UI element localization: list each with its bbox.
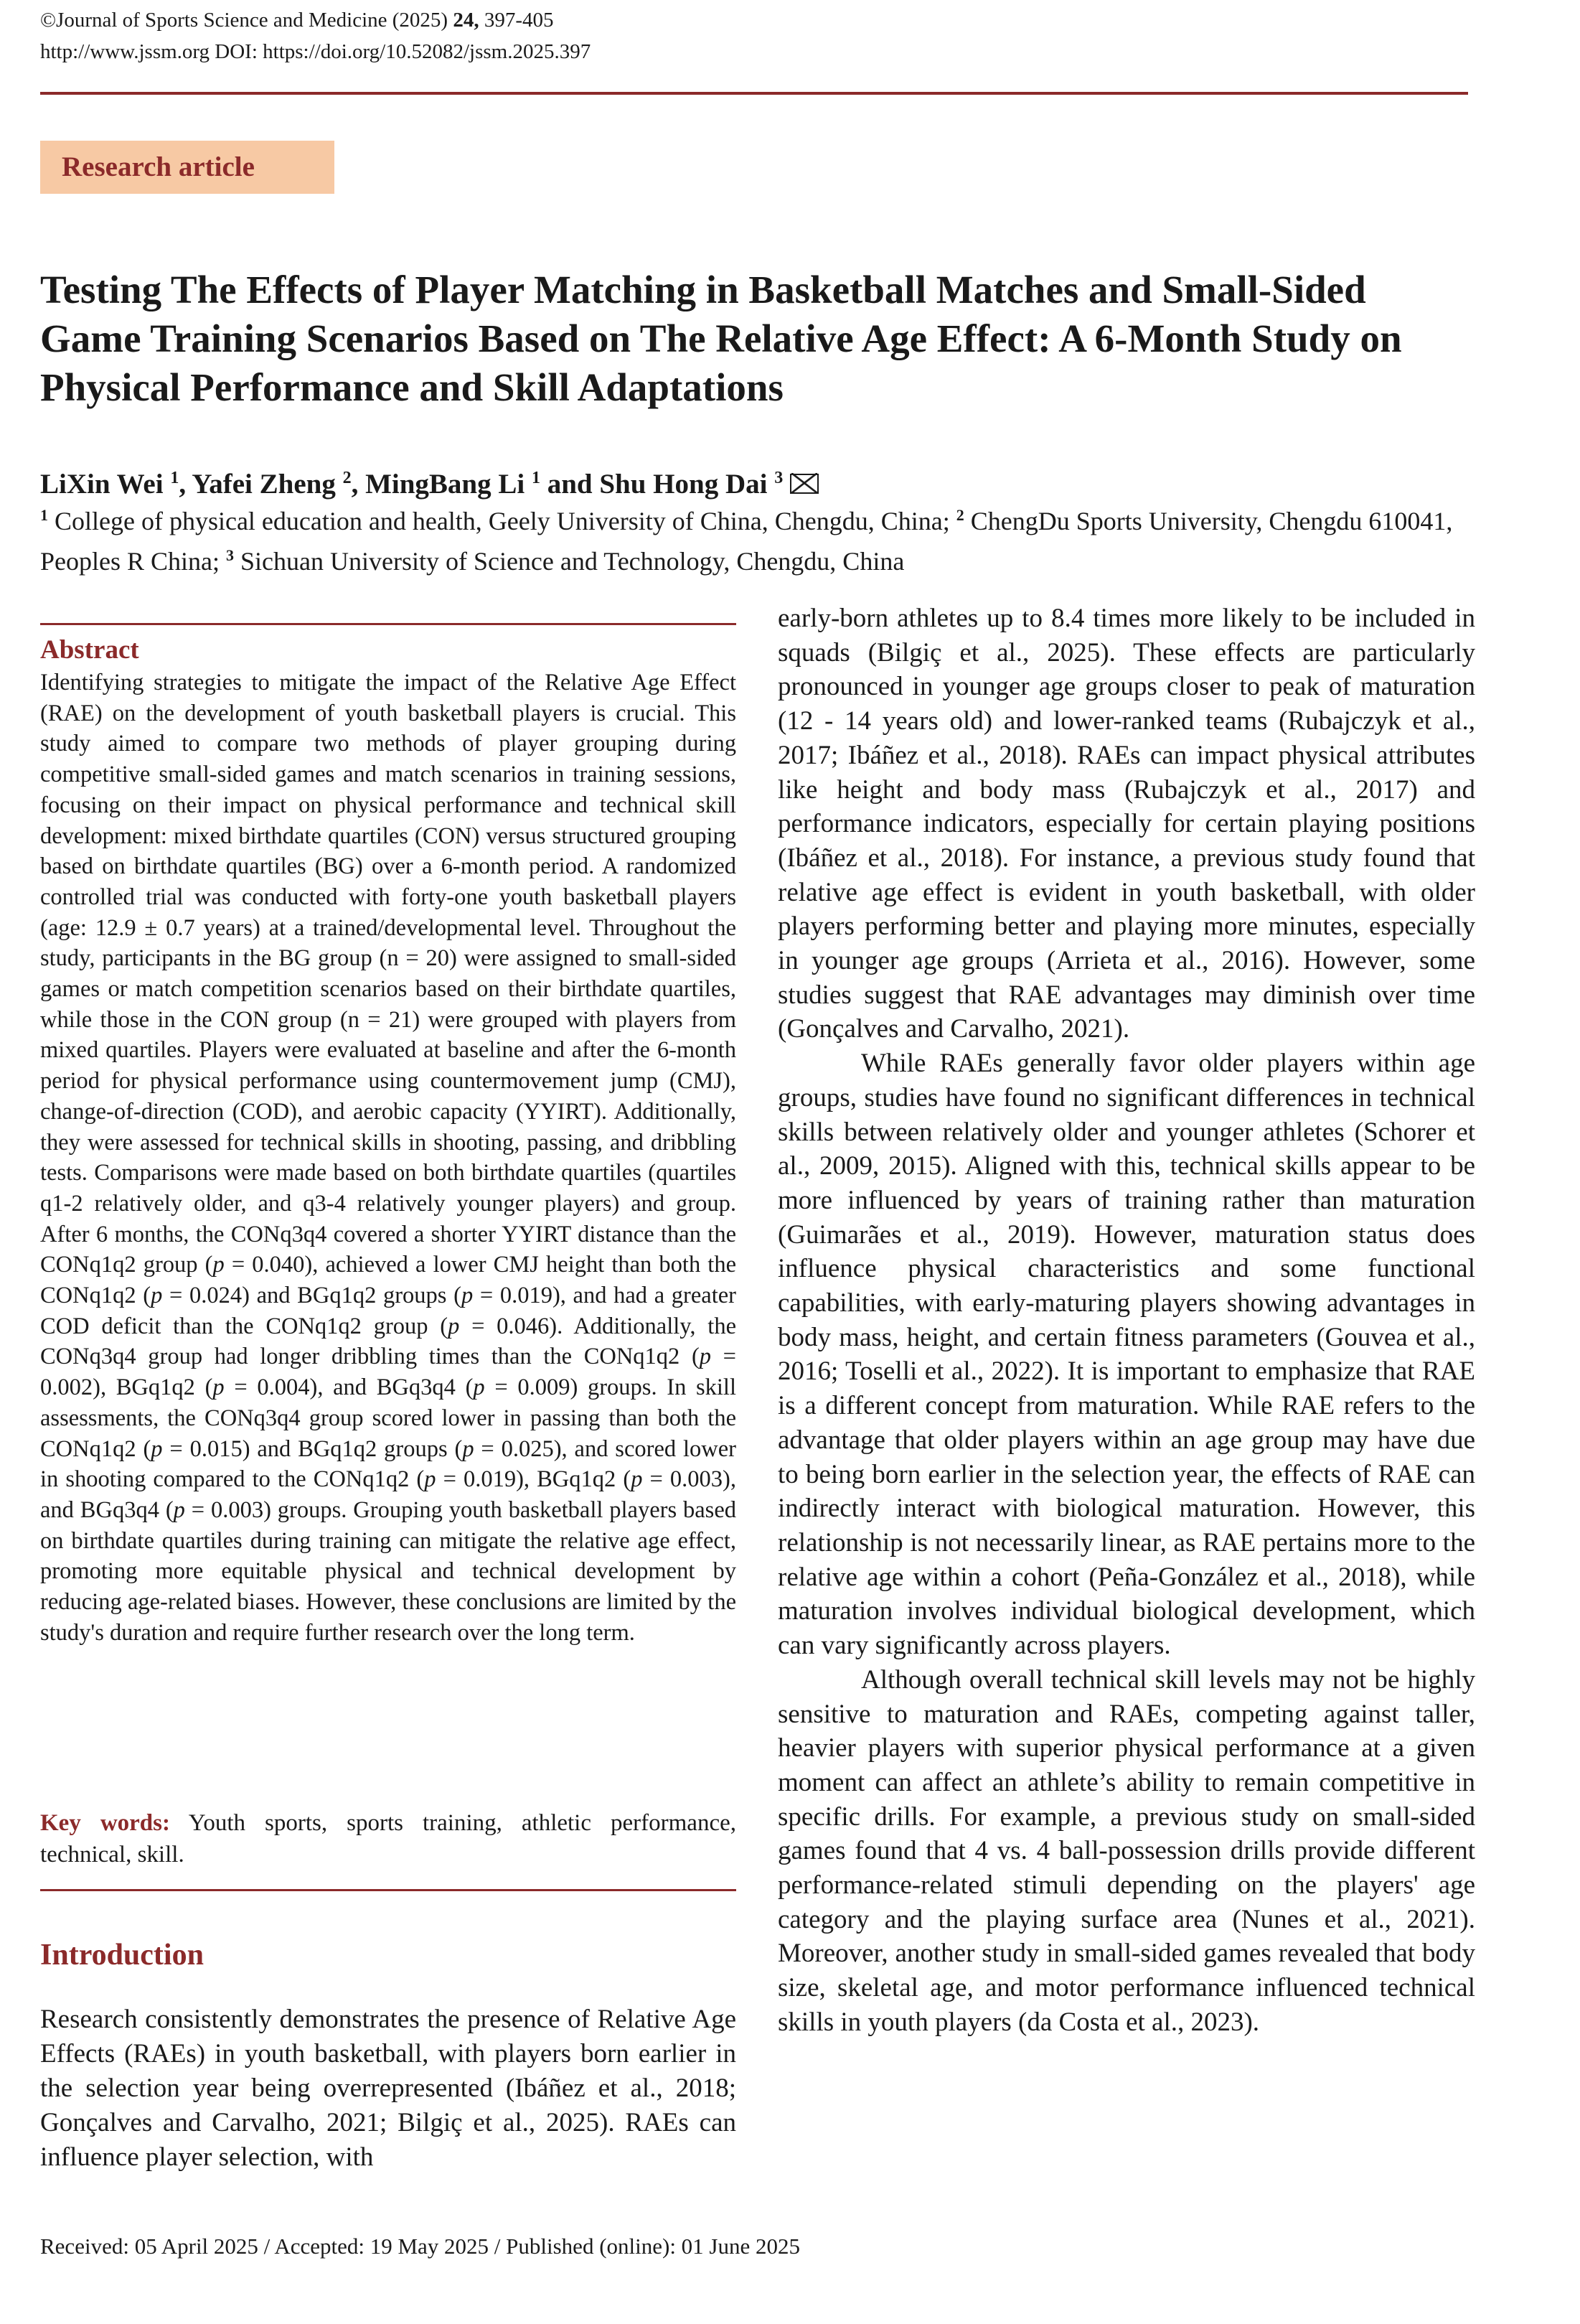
author-list: LiXin Wei $^1$, Yafei Zheng $^2$, MingBang Li $^1$ and Shu Hong Dai $^3$ — [40, 456, 819, 506]
doi-line[interactable]: http://www.jssm.org DOI: https://doi.org/10.52082/jssm.2025.397 — [40, 40, 591, 63]
author-name: LiXin Wei — [40, 469, 164, 500]
header-rule — [40, 92, 1468, 95]
abstract-top-rule — [40, 623, 736, 625]
author-name: Yafei Zheng — [192, 469, 336, 500]
article-type-badge: Research article — [40, 141, 334, 194]
journal-header — [40, 4, 591, 67]
paragraph: Although overall technical skill levels may not be highly sensitive to maturation and RAEs, competing against taller, heavier players with superior physical performance at a given moment can affect an athlete’s ability to remain competitive in specific drills. For example, a previous study on small-sided games found that 4 vs. 4 ball-possession drills provide different performance-related stimuli depending on the players' age category and the playing surface area (Nunes et al., 2021). Moreover, another study in small-sided games revealed that body size, skeletal age, and motor performance influenced technical skills in youth players (da Costa et al., 2023). — [778, 1664, 1475, 2037]
keywords-bottom-rule — [40, 1889, 736, 1891]
article-title: Testing The Effects of Player Matching in Basketball Matches and Small-Sided Game Training Scenarios Based on The Relative Age Effect: A 6-Month Study on Physical Performance and Skill Adaptations — [40, 268, 1402, 409]
publication-dates: Received: 05 April 2025 / Accepted: 19 May 2025 / Published (online): 01 June 2025 — [40, 2234, 801, 2259]
author-name: MingBang Li — [365, 469, 525, 500]
introduction-right-text — [778, 601, 1475, 2040]
keywords: Key words: Youth sports, sports training, athletic performance, technical, skill. — [40, 1810, 736, 1868]
paragraph: early-born athletes up to 8.4 times more likely to be included in squads (Bilgiç et al., 2025). These effects are particularly pronounced in younger age groups closer to peak of maturation (12 - 14 years old) and lower-ranked teams (Rubajczyk et al., 2017; Ibáñez et al., 2018). RAEs can impact physical attributes like height and body mass (Rubajczyk et al., 2017) and performance indicators, especially for certain playing positions (Ibáñez et al., 2018). For instance, a previous study found that relative age effect is evident in youth basketball, with older players performing better and playing more minutes, especially in younger age groups (Arrieta et al., 2016). However, some studies suggest that RAE advantages may diminish over time (Gonçalves and Carvalho, 2021). — [778, 604, 1475, 1044]
paragraph: While RAEs generally favor older players within age groups, studies have found no significant differences in technical skills between relatively older and younger athletes (Schorer et al., 2009, 2015). Aligned with this, technical skills appear to be more influenced by years of training rather than maturation (Guimarães et al., 2019). However, maturation status does influence physical characteristics and some functional capabilities, with early-maturing players showing advantages in body mass, height, and certain fitness parameters (Gouvea et al., 2016; Toselli et al., 2022). It is important to emphasize that RAE is a different concept from maturation. While RAE refers to the advantage that older players within an age group may have due to being born earlier in the selection year, the effects of RAE can indirectly interact with biological maturation. However, this relationship is not necessarily linear, as RAE pertains more to the relative age within a cohort (Peña-González et al., 2018), while maturation involves individual biological development, which can vary significantly across players. — [778, 1049, 1475, 1661]
author-name: Shu Hong Dai — [599, 469, 768, 500]
envelope-icon[interactable] — [790, 474, 819, 494]
introduction-left-text: Research consistently demonstrates the presence of Relative Age Effects (RAEs) in youth basketball, with players born earlier in the selection year being overrepresented (Ibáñez et al., 2018; Gonçalves and Carvalho, 2021; Bilgiç et al., 2025). RAEs can influence player selection, with — [40, 2005, 736, 2172]
affiliations: $^1$ College of physical education and health, Geely University of China, Chengdu, China; $^2$ ChengDu Sports University, Chengdu 610041, Peoples R China; $^3$ Sichuan University of Science and Technology, Chengdu, China — [40, 506, 1453, 576]
introduction-heading: Introduction — [40, 1939, 204, 1972]
abstract-heading: Abstract — [40, 635, 139, 665]
journal-citation-line: ©Journal of Sports Science and Medicine (2025) 24, 397-405 — [40, 9, 554, 32]
abstract-body: Identifying strategies to mitigate the impact of the Relative Age Effect (RAE) on the development of youth basketball players is crucial. This study aimed to compare two methods of player grouping during competitive small-sided games and match scenarios in training sessions, focusing on their impact on physical performance and technical skill development: mixed birthdate quartiles (CON) versus structured grouping based on birthdate quartiles (BG) over a 6-month period. A randomized controlled trial was conducted with forty-one youth basketball players (age: 12.9 ± 0.7 years) at a trained/developmental level. Throughout the study, participants in the BG group (n = 20) were assigned to small-sided games or match competition scenarios based on their birthdate quartiles, while those in the CON group (n = 21) were grouped with players from mixed quartiles. Players were evaluated at baseline and after the 6-month period for physical performance using countermovement jump (CMJ), change-of-direction (COD), and aerobic capacity (YYIRT). Additionally, they were assessed for technical skills in shooting, passing, and dribbling tests. Comparisons were made based on both birthdate quartiles (quartiles q1-2 relatively older, and q3-4 relatively younger players) and group. After 6 months, the CONq3q4 covered a shorter YYIRT distance than the CONq1q2 group (p = 0.040), achieved a lower CMJ height than both the CONq1q2 (p = 0.024) and BGq1q2 groups (p = 0.019), and had a greater COD deficit than the CONq1q2 group (p = 0.046). Additionally, the CONq3q4 group had longer dribbling times than the CONq1q2 (p = 0.002), BGq1q2 (p = 0.004), and BGq3q4 (p = 0.009) groups. In skill assessments, the CONq3q4 group scored lower in passing than both the CONq1q2 (p = 0.015) and BGq1q2 groups (p = 0.025), and scored lower in shooting compared to the CONq1q2 (p = 0.019), BGq1q2 (p = 0.003), and BGq3q4 (p = 0.003) groups. Grouping youth basketball players based on birthdate quartiles during training can mitigate the relative age effect, promoting more equitable physical and technical development by reducing age-related biases. However, these conclusions are limited by the study's duration and require further research over the long term. — [40, 670, 737, 1646]
